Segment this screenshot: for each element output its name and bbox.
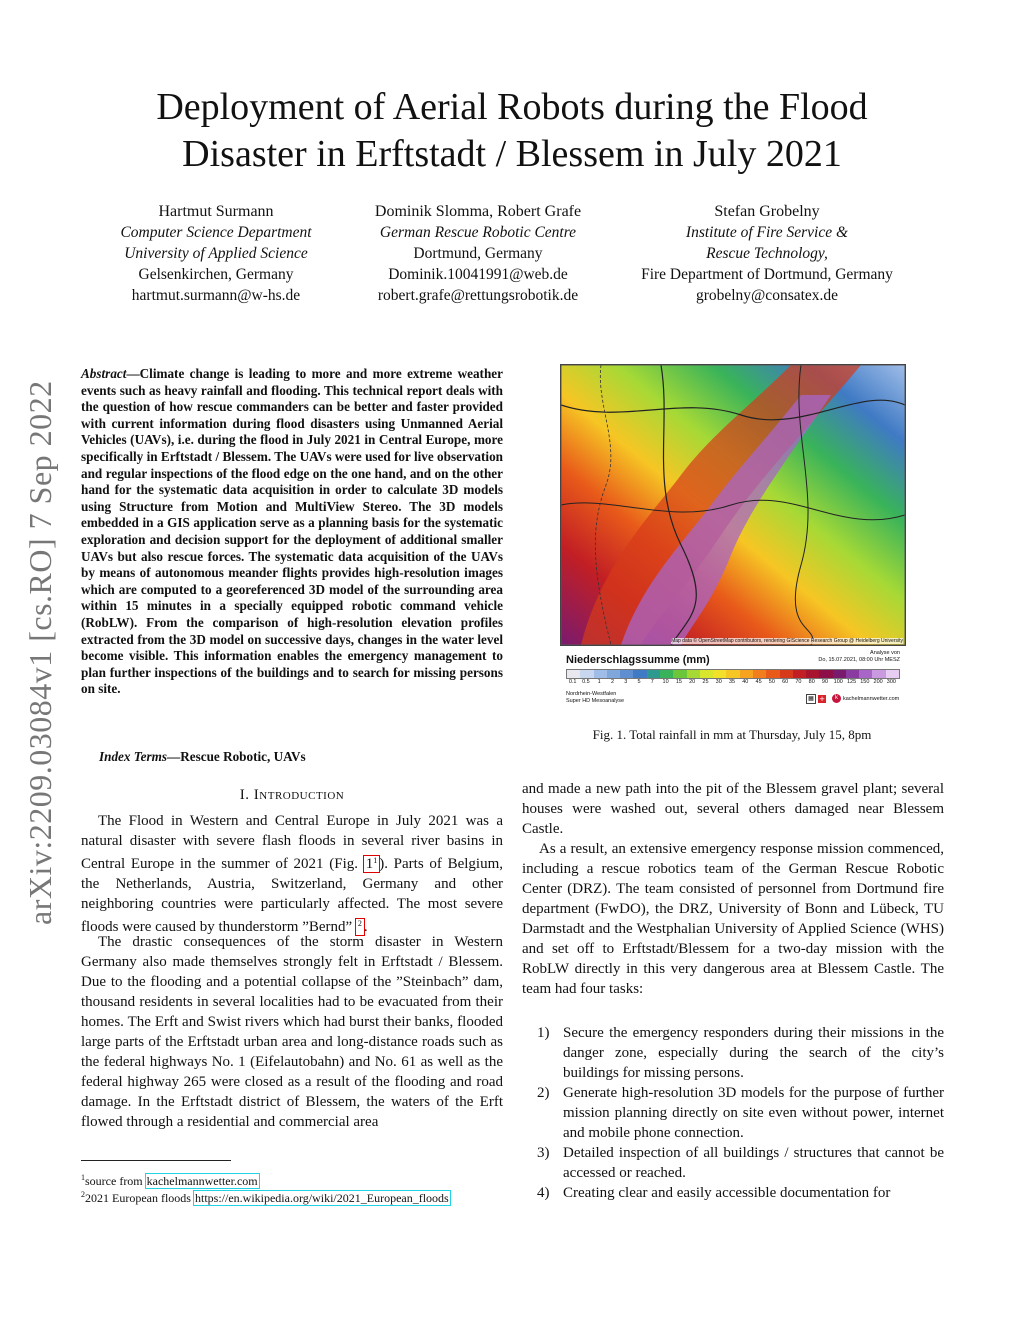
legend-tick-label: 150 <box>860 679 870 685</box>
author-email: robert.grafe@rettungsrobotik.de <box>377 287 579 304</box>
legend-region <box>566 691 624 705</box>
legend-color-swatch <box>620 670 633 678</box>
para-text: The Flood in Western and Central Europe in July 2021 was a natural disaster with severe flash floods in several river basins in Central Europe in the summer of 2021 (Fig. <box>81 813 503 872</box>
legend-brand-name: kachelmannwetter.com <box>843 695 900 702</box>
legend-tick-label: 15 <box>675 679 682 685</box>
legend-color-swatch <box>793 670 806 678</box>
task-text: Detailed inspection of all buildings / structures that cannot be accessed or reached. <box>563 1145 944 1181</box>
figure-reference-number[interactable]: 1 <box>365 856 374 872</box>
legend-tick-label: 3 <box>624 679 628 685</box>
task-number: 3) <box>537 1145 550 1161</box>
index-terms-label: Index Terms <box>99 749 168 764</box>
rainfall-map-image <box>560 364 906 646</box>
legend-color-swatch <box>700 670 713 678</box>
legend-tick-label: 300 <box>886 679 896 685</box>
legend-color-swatch <box>647 670 660 678</box>
task-number: 1) <box>537 1025 550 1041</box>
legend-ticks <box>566 679 898 687</box>
author-affiliation: Institute of Fire Service & <box>685 224 849 241</box>
legend-color-swatch <box>687 670 700 678</box>
task-item <box>522 1083 944 1143</box>
legend-tick-label: 100 <box>833 679 843 685</box>
title-line-1: Deployment of Aerial Robots during the Flood <box>156 86 868 128</box>
author-location: Dortmund, Germany <box>413 245 543 262</box>
task-number: 4) <box>537 1185 550 1201</box>
legend-color-swatch <box>780 670 793 678</box>
abstract-text: —Climate change is leading to more and more extreme weather events such as heavy rainfall and flooding. This technical report deals with the question of how rescue commanders can be better and faster provided with current information during flood disasters using Unmanned Aerial Vehicles (UAVs), i.e. during the flood in July 2021 in Central Europe, more specifically in Erftstadt / Blessem. The UAVs were used for live observation and regular inspections of the flood edge on the one hand, and on the other hand for the systematic data acquisition in order to calculate 3D models using Structure from Motion and MultiView Stereo. The 3D models embedded in a GIS application serve as a planning basis for the systematic exploration and decision support for the deployment of additional smaller UAVs but also rescue forces. The systematic data acquisition of the UAVs by means of autonomous meander flights provides high-resolution images which are computed to a georeferenced 3D model of the surrounding area within 15 minutes in a specially equipped robotic command vehicle (RobLW). From the comparison of high-resolution elevation profiles extracted from the 3D model on successive days, changes in the water level become visible. This information enables the emergency management to plan further inspections of the buildings and to search for missing persons on site. <box>81 366 503 697</box>
task-item <box>522 1023 944 1083</box>
author-location: Fire Department of Dortmund, Germany <box>641 266 893 283</box>
legend-color-swatch <box>859 670 872 678</box>
legend-tick-label: 70 <box>795 679 802 685</box>
index-terms <box>99 749 509 765</box>
author-email: Dominik.10041991@web.de <box>388 266 568 283</box>
legend-color-swatch <box>673 670 686 678</box>
legend-color-swatch <box>872 670 885 678</box>
section-title: Introduction <box>253 787 345 803</box>
task-number: 2) <box>537 1085 550 1101</box>
footnote-link[interactable]: kachelmannwetter.com <box>146 1174 258 1188</box>
legend-tick-label: 20 <box>689 679 696 685</box>
legend-date-line: Do, 15.07.2021, 08:00 Uhr MESZ <box>818 657 900 663</box>
legend-color-swatch <box>806 670 819 678</box>
footnote-2 <box>81 1187 511 1206</box>
figure-caption: Fig. 1. Total rainfall in mm at Thursday, July 15, 8pm <box>592 727 872 742</box>
legend-logos <box>806 694 826 704</box>
author-name: Hartmut Surmann <box>158 203 274 220</box>
legend-date-line: Analyse von <box>870 650 900 656</box>
legend-color-swatch <box>713 670 726 678</box>
legend-tick-label: 35 <box>728 679 736 685</box>
map-attribution: Map data © OpenStreetMap contributors, rendering GIScience Research Group @ Heidelberg University <box>671 638 903 644</box>
author-affiliation: Computer Science Department <box>120 224 312 241</box>
intro-paragraph-3: and made a new path into the pit of the Blessem gravel plant; several houses were washed out, several others damaged near Blessem Castle. <box>522 781 944 837</box>
legend-tick-label: 30 <box>715 679 722 685</box>
legend-tick-label: 7 <box>650 679 654 685</box>
abstract <box>81 366 503 698</box>
legend-region-line: Nordrhein-Westfalen <box>566 691 617 697</box>
legend-tick-label: 80 <box>808 679 815 685</box>
rainfall-map-graphic <box>561 365 905 645</box>
author-name: Stefan Grobelny <box>714 203 820 220</box>
legend-color-swatch <box>580 670 593 678</box>
footnote-reference[interactable]: 1 <box>373 856 378 865</box>
legend-color-swatch <box>766 670 779 678</box>
legend-region-line: Super HD Mesoanalyse <box>566 698 625 704</box>
intro-paragraph-4: As a result, an extensive emergency response mission commenced, including a rescue robotics team of the German Rescue Robotic Center (DRZ). The team consisted of personnel from Dortmund fire department (FwDO), the DRZ, University of Bonn and Lübeck, TU Darmstadt and the Westphalian University of Applied Science (WHS) and set off to Erftstadt/Blessem for a two-day mission with the RobLW directly in this very dangerous area at Blessem Castle. The team had four tasks: <box>522 841 944 997</box>
footnote-text: source from <box>85 1174 146 1188</box>
legend-color-swatch <box>633 670 646 678</box>
author-block-2 <box>328 201 628 306</box>
legend-tick-label: 200 <box>873 679 883 685</box>
para-text: ). Parts of Belgium, the Netherlands, Austria, Switzerland, Germany and other neighboring countries were particularly affected. The most severe floods were caused by thunderstorm ”Bernd” <box>81 856 504 935</box>
paper-title <box>0 84 1024 178</box>
legend-tick-label: 10 <box>662 679 669 685</box>
footnote-mark: 2 <box>81 1190 85 1199</box>
footnote-text: 2021 European floods <box>85 1191 194 1205</box>
legend-tick-label: 60 <box>782 679 789 685</box>
author-affiliation: German Rescue Robotic Centre <box>379 224 577 241</box>
legend-tick-label: 0.5 <box>582 679 590 685</box>
figure-reference-link[interactable] <box>364 856 380 872</box>
legend-colorbar <box>566 669 900 679</box>
legend-title: Niederschlagssumme (mm) <box>566 654 710 666</box>
task-text: Creating clear and easily accessible documentation for <box>563 1185 891 1201</box>
author-affiliation: Rescue Technology, <box>706 245 828 262</box>
author-affiliation: University of Applied Science <box>124 245 308 262</box>
task-list <box>522 1023 944 1203</box>
task-item <box>522 1183 944 1203</box>
legend-tick-label: 50 <box>768 679 775 685</box>
legend-tick-label: 45 <box>755 679 762 685</box>
legend-tick-label: 2 <box>610 679 615 685</box>
arxiv-stamp: arXiv:2209.03084v1 [cs.RO] 7 Sep 2022 <box>22 380 58 925</box>
legend-color-swatch <box>607 670 620 678</box>
author-name: Dominik Slomma, Robert Grafe <box>374 203 582 220</box>
legend-date <box>818 650 900 664</box>
legend-color-swatch <box>726 670 739 678</box>
para-text: . <box>363 919 368 935</box>
legend-color-swatch <box>846 670 859 678</box>
legend-color-swatch <box>567 670 580 678</box>
legend-color-swatch <box>594 670 607 678</box>
legend-tick-label: 1 <box>597 679 601 685</box>
task-text: Generate high-resolution 3D models for the purpose of further mission planning directly on site even without power, internet and mobile phone connection. <box>563 1085 944 1141</box>
intro-paragraph-2: The drastic consequences of the storm disaster in Western Germany also made themselves strongly felt in Erftstadt / Blessem. Due to the flooding and a potential collapse of the ”Steinbach” dam, thousand residents in several localities had to be evacuated from their homes. The Erft and Swist rivers which had burst their banks, flooded large parts of the Erftstadt urban area and long-distance roads such as the federal highways No. 1 (Eifelautobahn) and No. 61 as well as the federal highway 265 were closed as a result of the flooding and road damage. In the Erftstadt district of Blessem, the waters of the Erft flowed through a residential and commercial area <box>81 934 503 1130</box>
task-text: Secure the emergency responders during their missions in the danger zone, especially during the search of the city’s buildings for missing persons. <box>563 1025 944 1081</box>
legend-tick-label: 90 <box>821 679 829 685</box>
legend-tick-label: 125 <box>846 679 857 685</box>
legend-color-swatch <box>886 670 899 678</box>
legend-color-swatch <box>819 670 832 678</box>
legend-color-swatch <box>753 670 766 678</box>
author-location: Gelsenkirchen, Germany <box>138 266 294 283</box>
rainfall-legend <box>560 648 904 710</box>
qr-icon: ▦ <box>806 694 816 704</box>
author-email: hartmut.surmann@w-hs.de <box>131 287 301 304</box>
legend-tick-label: 40 <box>742 679 749 685</box>
title-line-2: Disaster in Erftstadt / Blessem in July 2021 <box>182 133 842 175</box>
section-number: I. <box>239 787 250 803</box>
section-heading <box>81 787 503 804</box>
legend-color-swatch <box>833 670 846 678</box>
author-block-1 <box>66 201 366 306</box>
legend-tick-label: 25 <box>702 679 709 685</box>
footnote-link[interactable]: https://en.wikipedia.org/wiki/2021_European_floods <box>194 1191 449 1205</box>
footnote-mark: 1 <box>81 1173 85 1182</box>
abstract-label: Abstract <box>81 366 127 381</box>
legend-tick-label: 5 <box>637 679 641 685</box>
legend-brand <box>832 694 899 703</box>
task-item <box>522 1143 944 1183</box>
legend-tick-label: 0.1 <box>568 679 577 685</box>
author-block-3 <box>607 201 927 306</box>
legend-color-swatch <box>740 670 753 678</box>
author-email: grobelny@consatex.de <box>695 287 839 304</box>
brand-logo-icon: k <box>832 694 841 703</box>
swiss-flag-icon: + <box>819 695 825 703</box>
index-terms-text: —Rescue Robotic, UAVs <box>167 749 306 764</box>
footnote-rule <box>81 1160 231 1161</box>
footnote-reference-number[interactable]: 2 <box>357 919 362 928</box>
legend-color-swatch <box>660 670 673 678</box>
intro-paragraph-1 <box>81 811 503 937</box>
